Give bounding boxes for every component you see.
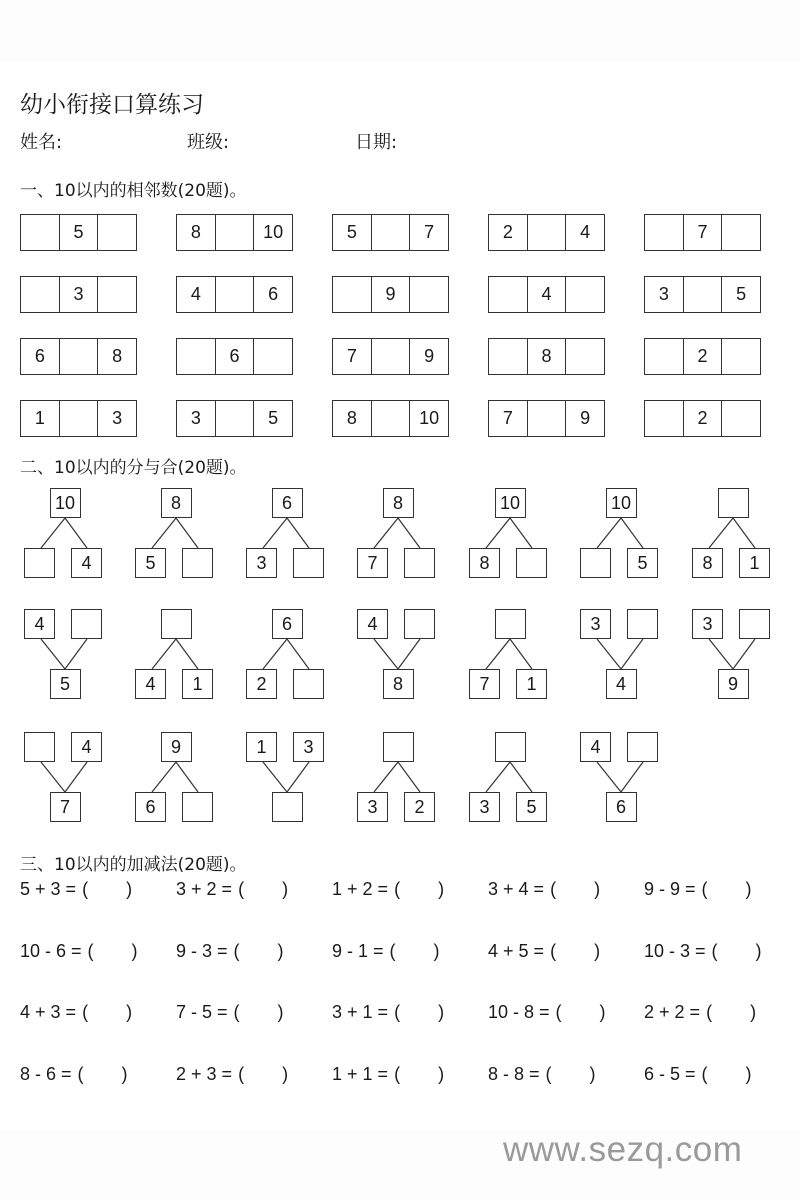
answer-box[interactable]	[627, 732, 658, 762]
number-cell: 4	[528, 277, 567, 312]
equation-item	[488, 879, 600, 900]
answer-blank[interactable]	[240, 1002, 278, 1023]
equation-text: 4 + 5 =	[488, 941, 545, 961]
equation-text: 3 + 4 =	[488, 879, 545, 899]
answer-cell[interactable]	[722, 339, 760, 374]
answer-blank[interactable]	[718, 941, 756, 962]
number-box: 9	[718, 669, 749, 699]
number-cell: 6	[21, 339, 60, 374]
adjacent-number-item	[488, 400, 605, 437]
answer-cell[interactable]	[177, 339, 216, 374]
number-cell: 2	[489, 215, 528, 250]
close-paren: )	[131, 941, 138, 961]
section1-title: 一、10以内的相邻数(20题)。	[20, 181, 247, 201]
adjacent-number-item	[20, 338, 137, 375]
equation-text: 10 - 8 =	[488, 1002, 550, 1022]
number-cell: 6	[268, 284, 279, 304]
number-cell: 7	[489, 401, 528, 436]
close-paren: )	[589, 1064, 596, 1084]
worksheet-title: 幼小衔接口算练习	[20, 92, 204, 118]
answer-blank[interactable]	[400, 1064, 438, 1085]
number-box: 5	[50, 669, 81, 699]
adjacent-number-item	[332, 338, 449, 375]
equation-item	[644, 879, 752, 900]
number-box: 1	[246, 732, 277, 762]
close-paren: )	[745, 879, 752, 899]
number-box: 7	[357, 548, 388, 578]
adjacent-number-item	[644, 214, 761, 251]
open-paren: (	[706, 1002, 713, 1022]
number-cell: 7	[684, 215, 723, 250]
answer-box[interactable]	[293, 548, 324, 578]
number-cell: 5	[736, 284, 747, 304]
number-box: 1	[182, 669, 213, 699]
equation-text: 4 + 3 =	[20, 1002, 77, 1022]
number-box: 9	[161, 732, 192, 762]
close-paren: )	[277, 1002, 284, 1022]
number-box: 4	[71, 548, 102, 578]
number-box: 1	[516, 669, 547, 699]
number-cell: 3	[112, 408, 123, 428]
close-paren: )	[745, 1064, 752, 1084]
number-box: 3	[469, 792, 500, 822]
equation-item	[332, 1064, 444, 1085]
answer-blank[interactable]	[562, 1002, 600, 1023]
number-box: 8	[383, 669, 414, 699]
adjacent-number-item	[644, 338, 761, 375]
close-paren: )	[126, 1002, 133, 1022]
answer-cell[interactable]	[372, 215, 411, 250]
answer-blank[interactable]	[396, 941, 434, 962]
answer-blank[interactable]	[88, 1002, 126, 1023]
answer-blank[interactable]	[244, 1064, 282, 1085]
answer-cell[interactable]	[21, 277, 60, 312]
close-paren: )	[594, 941, 601, 961]
close-paren: )	[277, 941, 284, 961]
answer-box[interactable]	[161, 609, 192, 639]
answer-cell[interactable]	[333, 277, 372, 312]
answer-box[interactable]	[404, 609, 435, 639]
number-box: 6	[272, 609, 303, 639]
number-box: 7	[50, 792, 81, 822]
adjacent-number-item	[20, 400, 137, 437]
answer-cell[interactable]	[410, 277, 448, 312]
close-paren: )	[750, 1002, 757, 1022]
number-box: 8	[692, 548, 723, 578]
adjacent-number-item	[176, 400, 293, 437]
answer-cell[interactable]	[60, 339, 99, 374]
answer-cell[interactable]	[60, 401, 99, 436]
number-box: 10	[50, 488, 81, 518]
number-box: 4	[135, 669, 166, 699]
open-paren: (	[701, 1064, 708, 1084]
number-cell: 10	[419, 408, 440, 428]
equation-text: 6 - 5 =	[644, 1064, 696, 1084]
number-box: 4	[357, 609, 388, 639]
answer-box[interactable]	[404, 548, 435, 578]
answer-blank[interactable]	[708, 1064, 746, 1085]
equation-item	[644, 1064, 752, 1085]
close-paren: )	[438, 879, 445, 899]
number-box: 3	[293, 732, 324, 762]
equation-item	[488, 941, 600, 962]
adjacent-number-item	[20, 214, 137, 251]
open-paren: (	[77, 1064, 84, 1084]
adjacent-number-item	[176, 338, 293, 375]
number-cell: 3	[60, 277, 99, 312]
number-box: 4	[24, 609, 55, 639]
number-box: 4	[606, 669, 637, 699]
close-paren: )	[755, 941, 762, 961]
equation-text: 2 + 2 =	[644, 1002, 701, 1022]
equation-item	[20, 1002, 132, 1023]
open-paren: (	[701, 879, 708, 899]
equation-item	[488, 1002, 606, 1023]
number-box: 8	[383, 488, 414, 518]
number-cell: 10	[263, 222, 284, 242]
equation-text: 1 + 1 =	[332, 1064, 389, 1084]
answer-box[interactable]	[516, 548, 547, 578]
adjacent-number-item	[488, 276, 605, 313]
close-paren: )	[438, 1064, 445, 1084]
answer-blank[interactable]	[84, 1064, 122, 1085]
answer-blank[interactable]	[244, 879, 282, 900]
answer-blank[interactable]	[712, 1002, 750, 1023]
number-box: 8	[469, 548, 500, 578]
number-box: 6	[606, 792, 637, 822]
number-cell: 7	[424, 222, 435, 242]
number-cell: 5	[268, 408, 279, 428]
answer-blank[interactable]	[88, 879, 126, 900]
answer-cell[interactable]	[566, 277, 604, 312]
number-box: 5	[627, 548, 658, 578]
equation-text: 5 + 3 =	[20, 879, 77, 899]
number-box: 3	[692, 609, 723, 639]
number-box: 4	[71, 732, 102, 762]
close-paren: )	[121, 1064, 128, 1084]
answer-cell[interactable]	[489, 277, 528, 312]
answer-box[interactable]	[739, 609, 770, 639]
adjacent-number-item	[176, 276, 293, 313]
number-box: 5	[135, 548, 166, 578]
equation-item	[176, 879, 288, 900]
answer-blank[interactable]	[240, 941, 278, 962]
open-paren: (	[389, 941, 396, 961]
answer-cell[interactable]	[98, 215, 136, 250]
answer-cell[interactable]	[722, 401, 760, 436]
number-box: 2	[246, 669, 277, 699]
equation-text: 1 + 2 =	[332, 879, 389, 899]
equation-text: 10 - 6 =	[20, 941, 82, 961]
equation-text: 3 + 2 =	[176, 879, 233, 899]
answer-blank[interactable]	[400, 1002, 438, 1023]
answer-box[interactable]	[718, 488, 749, 518]
number-cell: 8	[112, 346, 123, 366]
number-box: 4	[580, 732, 611, 762]
answer-box[interactable]	[383, 732, 414, 762]
number-cell: 6	[216, 339, 255, 374]
equation-item	[176, 1064, 288, 1085]
answer-cell[interactable]	[528, 401, 567, 436]
close-paren: )	[282, 1064, 289, 1084]
open-paren: (	[233, 941, 240, 961]
open-paren: (	[711, 941, 718, 961]
open-paren: (	[238, 1064, 245, 1084]
watermark: www.sezq.com	[503, 1130, 743, 1169]
answer-box[interactable]	[272, 792, 303, 822]
answer-cell[interactable]	[528, 215, 567, 250]
number-cell: 8	[528, 339, 567, 374]
equation-text: 9 - 3 =	[176, 941, 228, 961]
adjacent-number-item	[332, 214, 449, 251]
answer-cell[interactable]	[216, 215, 255, 250]
answer-box[interactable]	[182, 792, 213, 822]
equation-item	[20, 879, 132, 900]
equation-text: 7 - 5 =	[176, 1002, 228, 1022]
number-cell: 9	[580, 408, 591, 428]
answer-cell[interactable]	[684, 277, 723, 312]
equation-text: 8 - 8 =	[488, 1064, 540, 1084]
equation-item	[488, 1064, 596, 1085]
number-box: 2	[404, 792, 435, 822]
equation-text: 10 - 3 =	[644, 941, 706, 961]
number-cell: 5	[333, 215, 372, 250]
open-paren: (	[550, 941, 557, 961]
answer-cell[interactable]	[98, 277, 136, 312]
answer-blank[interactable]	[94, 941, 132, 962]
answer-cell[interactable]	[372, 401, 411, 436]
answer-blank[interactable]	[400, 879, 438, 900]
equation-item	[176, 1002, 284, 1023]
answer-cell[interactable]	[489, 339, 528, 374]
number-box: 3	[246, 548, 277, 578]
answer-box[interactable]	[293, 669, 324, 699]
number-cell: 5	[60, 215, 99, 250]
answer-cell[interactable]	[21, 215, 60, 250]
adjacent-number-item	[176, 214, 293, 251]
answer-box[interactable]	[71, 609, 102, 639]
number-cell: 8	[333, 401, 372, 436]
answer-cell[interactable]	[216, 277, 255, 312]
adjacent-number-item	[332, 276, 449, 313]
open-paren: (	[394, 1002, 401, 1022]
close-paren: )	[282, 879, 289, 899]
number-cell: 4	[580, 222, 591, 242]
number-box: 10	[495, 488, 526, 518]
adjacent-number-item	[644, 400, 761, 437]
adjacent-number-item	[488, 214, 605, 251]
adjacent-number-item	[20, 276, 137, 313]
equation-item	[332, 941, 440, 962]
number-cell: 4	[177, 277, 216, 312]
number-cell: 2	[684, 339, 723, 374]
answer-box[interactable]	[182, 548, 213, 578]
equation-text: 3 + 1 =	[332, 1002, 389, 1022]
number-box: 10	[606, 488, 637, 518]
number-cell: 3	[177, 401, 216, 436]
equation-item	[20, 1064, 128, 1085]
equation-item	[644, 1002, 756, 1023]
number-box: 1	[739, 548, 770, 578]
section2-title: 二、10以内的分与合(20题)。	[20, 458, 247, 478]
close-paren: )	[594, 879, 601, 899]
open-paren: (	[394, 879, 401, 899]
open-paren: (	[82, 1002, 89, 1022]
number-box: 6	[272, 488, 303, 518]
number-box: 5	[516, 792, 547, 822]
open-paren: (	[233, 1002, 240, 1022]
equation-text: 8 - 6 =	[20, 1064, 72, 1084]
number-box: 8	[161, 488, 192, 518]
close-paren: )	[438, 1002, 445, 1022]
number-cell: 3	[645, 277, 684, 312]
equation-item	[332, 879, 444, 900]
number-cell: 7	[333, 339, 372, 374]
answer-cell[interactable]	[216, 401, 255, 436]
answer-cell[interactable]	[254, 339, 292, 374]
answer-box[interactable]	[24, 732, 55, 762]
open-paren: (	[545, 1064, 552, 1084]
number-box: 6	[135, 792, 166, 822]
answer-cell[interactable]	[722, 215, 760, 250]
date-label: 日期:	[355, 132, 398, 153]
close-paren: )	[433, 941, 440, 961]
equation-text: 2 + 3 =	[176, 1064, 233, 1084]
class-label: 班级:	[187, 132, 230, 153]
equation-item	[20, 941, 138, 962]
number-box: 7	[469, 669, 500, 699]
answer-box[interactable]	[495, 732, 526, 762]
number-cell: 8	[177, 215, 216, 250]
answer-blank[interactable]	[556, 941, 594, 962]
section3-title: 三、10以内的加减法(20题)。	[20, 855, 247, 875]
answer-cell[interactable]	[645, 339, 684, 374]
answer-cell[interactable]	[645, 401, 684, 436]
number-cell: 9	[424, 346, 435, 366]
answer-cell[interactable]	[645, 215, 684, 250]
answer-box[interactable]	[627, 609, 658, 639]
number-cell: 1	[21, 401, 60, 436]
equation-item	[176, 941, 284, 962]
adjacent-number-item	[332, 400, 449, 437]
answer-box[interactable]	[24, 548, 55, 578]
open-paren: (	[82, 879, 89, 899]
open-paren: (	[555, 1002, 562, 1022]
equation-text: 9 - 1 =	[332, 941, 384, 961]
answer-cell[interactable]	[566, 339, 604, 374]
adjacent-number-item	[488, 338, 605, 375]
number-box: 3	[357, 792, 388, 822]
open-paren: (	[87, 941, 94, 961]
close-paren: )	[599, 1002, 606, 1022]
open-paren: (	[550, 879, 557, 899]
equation-item	[644, 941, 762, 962]
adjacent-number-item	[644, 276, 761, 313]
close-paren: )	[126, 879, 133, 899]
answer-blank[interactable]	[552, 1064, 590, 1085]
open-paren: (	[238, 879, 245, 899]
open-paren: (	[394, 1064, 401, 1084]
equation-item	[332, 1002, 444, 1023]
number-cell: 9	[372, 277, 411, 312]
answer-box[interactable]	[580, 548, 611, 578]
equation-text: 9 - 9 =	[644, 879, 696, 899]
number-box: 3	[580, 609, 611, 639]
name-label: 姓名:	[20, 132, 63, 153]
answer-blank[interactable]	[708, 879, 746, 900]
answer-blank[interactable]	[556, 879, 594, 900]
answer-cell[interactable]	[372, 339, 411, 374]
number-cell: 2	[684, 401, 723, 436]
answer-box[interactable]	[495, 609, 526, 639]
